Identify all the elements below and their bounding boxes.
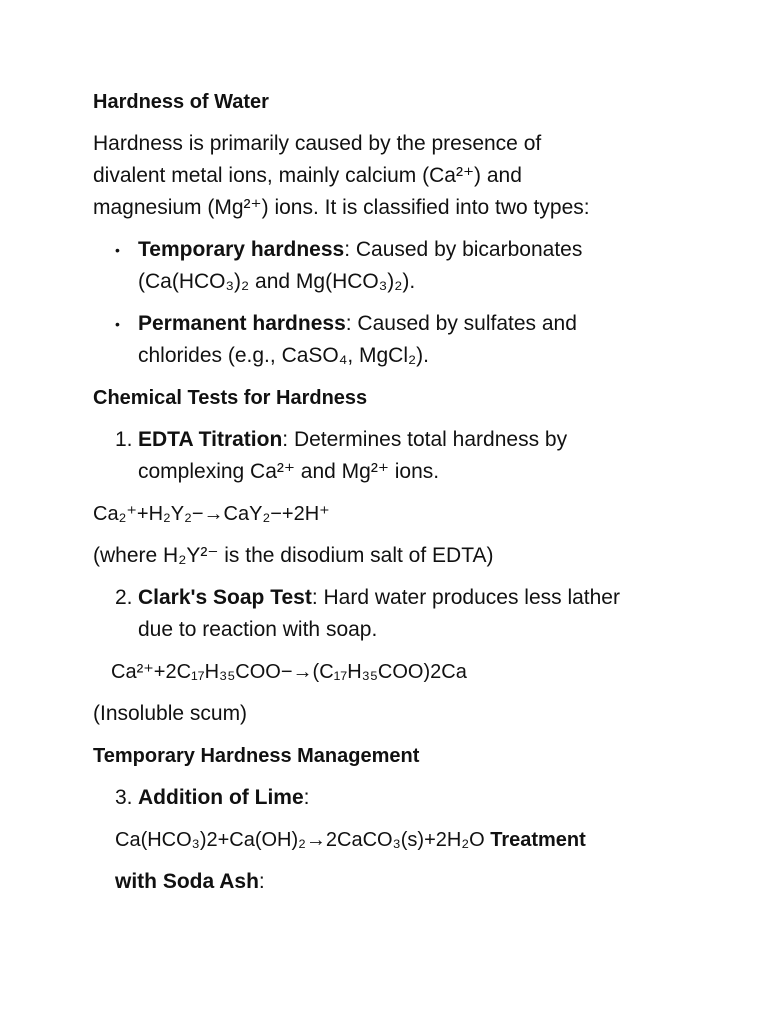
section-heading-chemical-tests: Chemical Tests for Hardness — [93, 387, 368, 409]
temporary-hardness-desc: : Caused by bicarbonates — [344, 238, 583, 261]
term-with-soda-ash: with Soda Ash — [115, 870, 259, 893]
intro-line-3: magnesium (Mg²⁺) ions. It is classified into two types: — [93, 196, 590, 219]
intro-line-1: Hardness is primarily caused by the presence of — [93, 132, 542, 155]
soda-ash-colon: : — [258, 870, 265, 893]
page-title: Hardness of Water — [93, 91, 269, 113]
edta-titration-desc: : Determines total hardness by — [282, 428, 568, 451]
permanent-hardness-formula: chlorides (e.g., CaSO₄, MgCl₂). — [138, 344, 429, 367]
term-addition-of-lime: Addition of Lime — [138, 786, 304, 809]
equation-lime — [93, 824, 693, 856]
soda-ash-line — [93, 866, 693, 898]
equation-soap: Ca²⁺+2C₁₇H₃₅COO−→(C₁₇H₃₅COO)2Ca — [111, 661, 467, 683]
list-number: 3. — [115, 786, 133, 809]
term-permanent-hardness: Permanent hardness — [138, 312, 346, 335]
clarks-soap-test-desc-2: due to reaction with soap. — [138, 618, 378, 641]
bullet-icon: • — [115, 242, 120, 258]
temporary-hardness-formula: (Ca(HCO₃)₂ and Mg(HCO₃)₂). — [138, 270, 416, 293]
list-item-clarks-soap-test — [93, 582, 693, 646]
equation-edta: Ca₂⁺+H₂Y₂−→CaY₂−+2H⁺ — [93, 503, 330, 525]
list-item-permanent-hardness — [93, 308, 693, 372]
term-edta-titration: EDTA Titration — [138, 428, 283, 451]
document-page — [93, 86, 693, 898]
term-clarks-soap-test: Clark's Soap Test — [138, 586, 312, 609]
section-heading-temporary-management: Temporary Hardness Management — [93, 745, 420, 767]
permanent-hardness-desc: : Caused by sulfates and — [345, 312, 577, 335]
intro-paragraph — [93, 128, 693, 224]
bullet-icon: • — [115, 316, 120, 332]
equation-edta-note: (where H₂Y²⁻ is the disodium salt of EDTA) — [93, 544, 494, 567]
term-treatment: Treatment — [490, 829, 586, 851]
list-item-addition-of-lime — [93, 782, 693, 814]
list-item-temporary-hardness — [93, 234, 693, 298]
intro-line-2: divalent metal ions, mainly calcium (Ca²⁺) and — [93, 164, 522, 187]
list-number: 1. — [115, 428, 133, 451]
term-temporary-hardness: Temporary hardness — [138, 238, 345, 261]
list-number: 2. — [115, 586, 133, 609]
equation-soap-note: (Insoluble scum) — [93, 702, 248, 725]
list-item-edta-titration — [93, 424, 693, 488]
equation-lime-formula: Ca(HCO₃)2+Ca(OH)₂→2CaCO₃(s)+2H₂O — [115, 829, 491, 851]
addition-of-lime-colon: : — [303, 786, 310, 809]
edta-titration-desc-2: complexing Ca²⁺ and Mg²⁺ ions. — [138, 460, 440, 483]
clarks-soap-test-desc: : Hard water produces less lather — [311, 586, 620, 609]
